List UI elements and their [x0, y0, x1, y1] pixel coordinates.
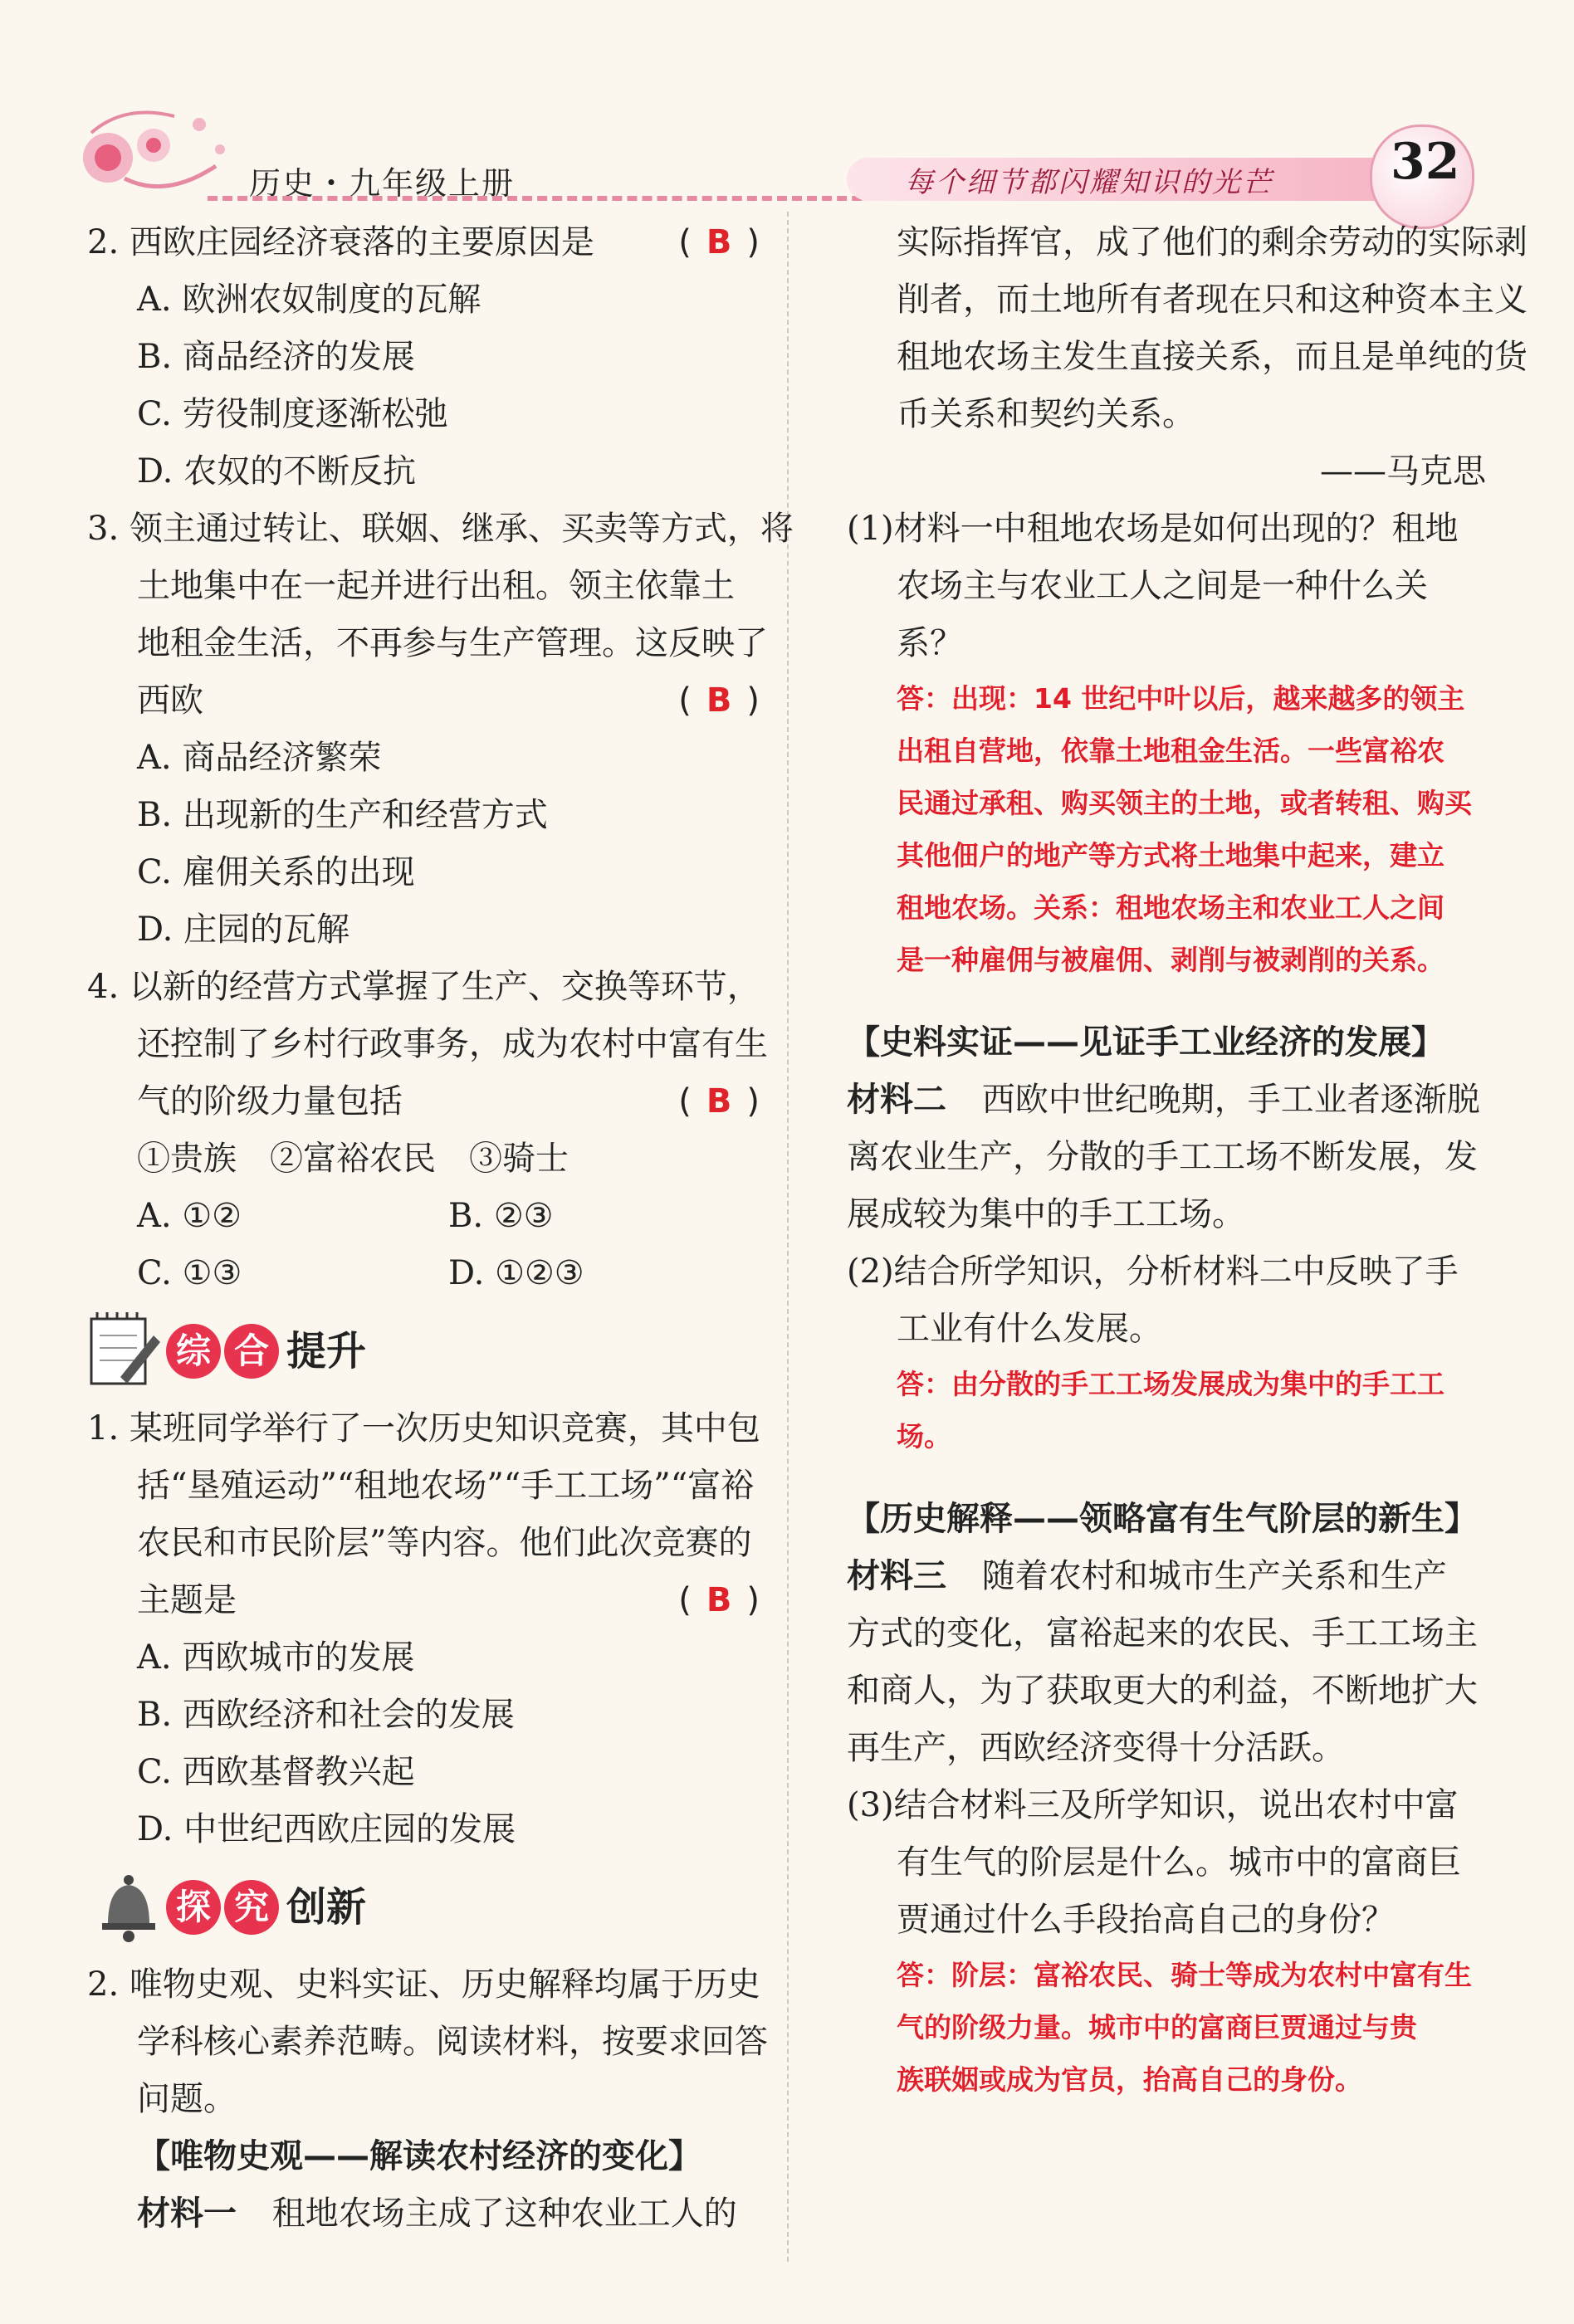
sub-question: 系？ [897, 624, 963, 662]
banner-char: 探 [166, 1880, 221, 1935]
material-line: 实际指挥官，成了他们的剩余劳动的实际剥 [897, 223, 1528, 261]
answer-letter: B [706, 223, 732, 261]
choice-list: ①贵族 ②富裕农民 ③骑士 [137, 1140, 569, 1178]
option: C. 西欧基督教兴起 [137, 1753, 415, 1791]
section-heading: 【历史解释——领略富有生气阶层的新生】 [847, 1500, 1478, 1538]
question-stem: 2. 西欧庄园经济衰落的主要原因是 ( B ) [87, 214, 760, 271]
section-banner-inquiry [87, 1862, 760, 1953]
material-label: 材料一 [137, 2195, 237, 2233]
material-line: 材料二 西欧中世纪晚期，手工业者逐渐脱 [847, 1081, 1480, 1119]
option: C. 劳役制度逐渐松弛 [137, 395, 448, 433]
material-line: 币关系和契约关系。 [897, 395, 1195, 433]
answer-bracket: ( B ) [678, 223, 760, 261]
option: D. 中世纪西欧庄园的发展 [137, 1810, 516, 1848]
answer-text: 答：阶层：富裕农民、骑士等成为农村中富有生 [897, 1959, 1472, 1991]
material-line: 方式的变化，富裕起来的农民、手工工场主 [847, 1614, 1478, 1653]
left-column [87, 214, 794, 2243]
question-stem: 1. 某班同学举行了一次历史知识竞赛，其中包 [87, 1409, 760, 1448]
answer-text: 民通过承租、购买领主的土地，或者转租、购买 [897, 787, 1472, 819]
material-label: 材料二 [847, 1081, 946, 1119]
banner-title: 创新 [286, 1884, 367, 1931]
option: B. 出现新的生产和经营方式 [137, 796, 548, 834]
question-stem: 地租金生活，不再参与生产管理。这反映了 [137, 624, 768, 662]
page-header [0, 0, 1574, 208]
material-source: ——马克思 [1320, 452, 1486, 491]
option-row [87, 1245, 760, 1302]
option: D. ①②③ [448, 1254, 584, 1292]
option: A. 商品经济繁荣 [137, 739, 382, 777]
question-stem: 主题是 ( B ) [87, 1572, 760, 1629]
slogan-text: 每个细节都闪耀知识的光芒 [905, 166, 1273, 199]
option: A. 西欧城市的发展 [137, 1638, 415, 1677]
option: C. 雇佣关系的出现 [137, 853, 415, 891]
material-line: 离农业生产，分散的手工工场不断发展，发 [847, 1138, 1478, 1176]
material-line: 展成较为集中的手工工场。 [847, 1195, 1245, 1233]
option: C. ①③ [137, 1254, 242, 1292]
answer-bracket: ( B ) [678, 1082, 760, 1120]
section-banner-comprehensive [87, 1306, 760, 1397]
section-heading: 【史料实证——见证手工业经济的发展】 [847, 1023, 1444, 1062]
material-line: 材料三 随着农村和城市生产关系和生产 [847, 1557, 1447, 1595]
banner-title: 提升 [286, 1328, 367, 1374]
flower-ornament-icon [75, 100, 241, 208]
answer-text: 租地农场。关系：租地农场主和农业工人之间 [897, 891, 1444, 924]
sub-question: (2)结合所学知识，分析材料二中反映了手 [847, 1252, 1459, 1291]
question-stem: 4. 以新的经营方式掌握了生产、交换等环节， [87, 968, 760, 1006]
material-line: 租地农场主发生直接关系，而且是单纯的货 [897, 338, 1528, 376]
right-column [847, 214, 1528, 2106]
answer-text: 答：出现：14 世纪中叶以后，越来越多的领主 [897, 682, 1465, 715]
answer-letter: B [706, 1082, 732, 1120]
option-row [87, 1188, 760, 1245]
answer-bracket: ( B ) [678, 681, 760, 720]
option: D. 庄园的瓦解 [137, 911, 350, 949]
question-stem: 还控制了乡村行政事务，成为农村中富有生 [137, 1025, 768, 1063]
banner-char: 合 [224, 1324, 279, 1379]
material-line: 削者，而土地所有者现在只和这种资本主义 [897, 281, 1528, 319]
banner-char: 究 [224, 1880, 279, 1935]
option: D. 农奴的不断反抗 [137, 452, 417, 491]
notepad-pen-icon [87, 1311, 162, 1389]
sub-question: (1)材料一中租地农场是如何出现的？租地 [847, 510, 1459, 548]
sub-question: (3)结合材料三及所学知识，说出农村中富 [847, 1786, 1459, 1824]
answer-letter: B [706, 1581, 732, 1619]
option: B. 西欧经济和社会的发展 [137, 1696, 515, 1734]
question-stem: 2. 唯物史观、史料实证、历史解释均属于历史 [87, 1965, 760, 2004]
option: B. ②③ [448, 1197, 554, 1235]
question-stem: 学科核心素养范畴。阅读材料，按要求回答 [137, 2023, 768, 2061]
question-stem: 气的阶级力量包括 ( B ) [87, 1073, 760, 1130]
answer-text: 气的阶级力量。城市中的富商巨贾通过与贵 [897, 2011, 1417, 2043]
answer-text: 是一种雇佣与被雇佣、剥削与被剥削的关系。 [897, 944, 1444, 976]
question-stem: 括“垦殖运动”“租地农场”“手工工场”“富裕 [137, 1467, 755, 1505]
answer-bracket: ( B ) [678, 1581, 760, 1619]
material-line: 材料一 租地农场主成了这种农业工人的 [137, 2195, 737, 2233]
question-stem: 农民和市民阶层”等内容。他们此次竞赛的 [137, 1524, 752, 1562]
material-line: 再生产，西欧经济变得十分活跃。 [847, 1729, 1345, 1767]
question-stem: 问题。 [137, 2080, 237, 2118]
banner-char: 综 [166, 1324, 221, 1379]
option: A. ①② [137, 1197, 242, 1235]
option: A. 欧洲农奴制度的瓦解 [137, 281, 481, 319]
section-heading: 【唯物史观——解读农村经济的变化】 [137, 2137, 701, 2175]
answer-letter: B [706, 681, 732, 720]
book-title: 历史・九年级上册 [249, 165, 516, 202]
material-label: 材料三 [847, 1557, 946, 1595]
answer-text: 答：由分散的手工工场发展成为集中的手工工 [897, 1368, 1444, 1400]
page-number: 32 [1391, 133, 1460, 191]
bell-icon [87, 1867, 162, 1946]
sub-question: 有生气的阶层是什么。城市中的富商巨 [897, 1843, 1461, 1882]
material-line: 和商人，为了获取更大的利益，不断地扩大 [847, 1672, 1478, 1710]
answer-text: 其他佃户的地产等方式将土地集中起来，建立 [897, 839, 1444, 872]
sub-question: 农场主与农业工人之间是一种什么关 [897, 567, 1428, 605]
sub-question: 工业有什么发展。 [897, 1310, 1162, 1348]
question-stem: 土地集中在一起并进行出租。领主依靠土 [137, 567, 735, 605]
answer-text: 出租自营地，依靠土地租金生活。一些富裕农 [897, 735, 1444, 767]
question-stem: 西欧 ( B ) [87, 672, 760, 730]
question-stem: 3. 领主通过转让、联姻、继承、买卖等方式，将 [87, 510, 794, 548]
option: B. 商品经济的发展 [137, 338, 415, 376]
sub-question: 贾通过什么手段抬高自己的身份？ [897, 1901, 1395, 1939]
answer-text: 族联姻或成为官员，抬高自己的身份。 [897, 2063, 1362, 2096]
answer-text: 场。 [897, 1420, 951, 1452]
